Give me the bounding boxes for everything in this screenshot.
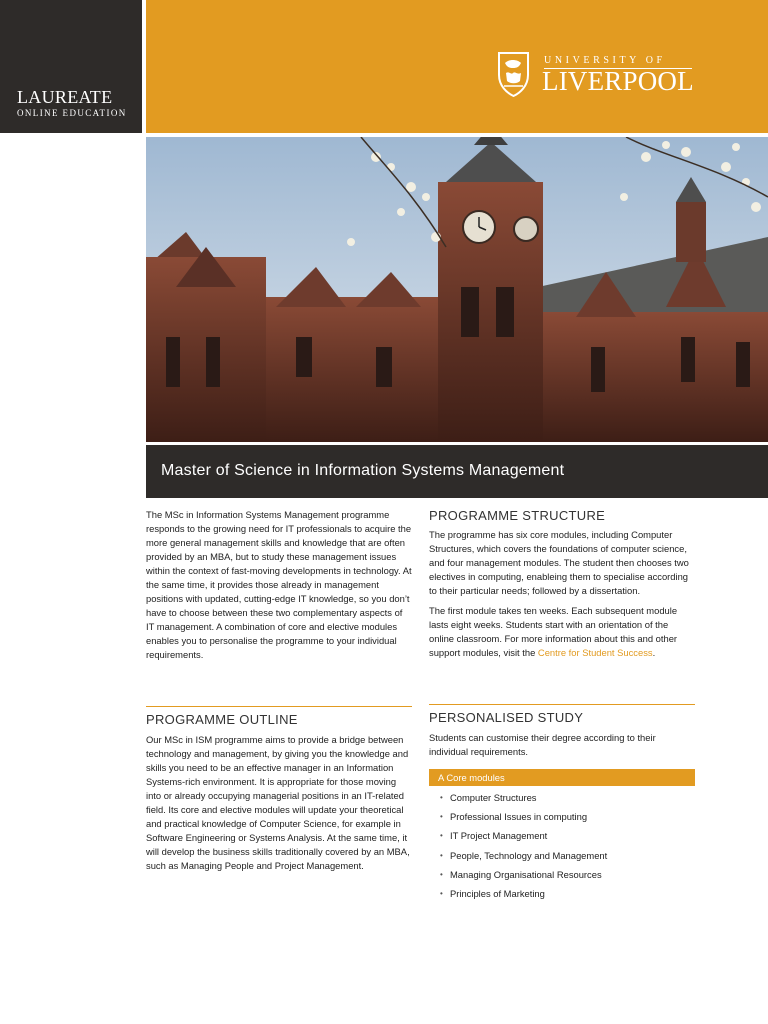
programme-structure-para1: The programme has six core modules, including Computer Structures, which covers the foundations of computer science, and four management modules. The student then chooses two electives in computing, enableing them to specialise according to their particular needs; followed by a dissertation. bbox=[429, 529, 689, 596]
university-of-label: UNIVERSITY OF bbox=[544, 55, 666, 66]
personalised-study-text: Students can customise their degree according to their individual requirements. bbox=[429, 732, 656, 757]
laureate-logo-block bbox=[0, 0, 142, 133]
header-band bbox=[146, 0, 768, 133]
intro-column bbox=[146, 508, 412, 662]
programme-outline-section bbox=[146, 706, 412, 873]
list-item: • Managing Organisational Resources bbox=[429, 868, 695, 887]
laureate-logo-name: LAUREATE bbox=[17, 87, 113, 107]
intro-paragraph: The MSc in Information Systems Management programme responds to the growing need for IT professionals to acquire the more general management skills and knowledge that are often provided by an MBA, but to study these management issues within the context of fast-moving developments in technology. At the same time, it provides those already in management positions with updated, cutting-edge IT knowledge, so you don’t have to choose between these two complementary aspects of IT management. A combination of core and elective modules enables you to personalise the programme to your individual requirements. bbox=[146, 509, 412, 660]
programme-structure-para2 bbox=[429, 604, 695, 660]
programme-structure-para2-end: . bbox=[652, 647, 656, 658]
university-crest-icon bbox=[497, 51, 530, 97]
personalised-study-section bbox=[429, 704, 695, 906]
programme-outline-heading: PROGRAMME OUTLINE bbox=[146, 712, 298, 727]
list-item: • Professional Issues in computing bbox=[429, 810, 695, 829]
programme-structure-heading: PROGRAMME STRUCTURE bbox=[429, 508, 606, 523]
list-item: • Computer Structures bbox=[429, 791, 695, 810]
personalised-study-heading: PERSONALISED STUDY bbox=[429, 710, 584, 725]
hero-building-photo bbox=[146, 137, 768, 442]
list-item: • People, Technology and Management bbox=[429, 849, 695, 868]
university-name: LIVERPOOL bbox=[542, 66, 694, 96]
list-item: • IT Project Management bbox=[429, 829, 695, 848]
laureate-logo-subtitle: ONLINE EDUCATION bbox=[17, 108, 127, 118]
core-modules-list bbox=[429, 791, 695, 906]
title-bar bbox=[146, 445, 768, 498]
list-item: • Principles of Marketing bbox=[429, 887, 695, 906]
programme-structure-section bbox=[429, 508, 695, 660]
page-title: Master of Science in Information Systems Management bbox=[161, 462, 565, 479]
core-modules-bar: A Core modules bbox=[429, 769, 695, 786]
programme-outline-text: Our MSc in ISM programme aims to provide a bridge between technology and management, by giving you the knowledge and skills you need to be an effective manager in an Information Systems-rich environment. It is appropriate for those moving into or already occupying managerial positions in an IT-related field. Its core and elective modules will update your theoretical and practical knowledge of Computer Science, for example in Software Engineering or Systems Analysis. At the same time, it will develop the business skills traditionally covered by an MBA, such as Managing People and Project Management. bbox=[146, 734, 410, 871]
programme-structure-para2-text: The first module takes ten weeks. Each subsequent module lasts eight weeks. Students start with an orientation of the online classroom. For more information about this and other support modules, visit the bbox=[429, 605, 678, 658]
building-illustration bbox=[146, 137, 768, 442]
centre-for-student-success-link[interactable]: Centre for Student Success bbox=[537, 647, 653, 658]
